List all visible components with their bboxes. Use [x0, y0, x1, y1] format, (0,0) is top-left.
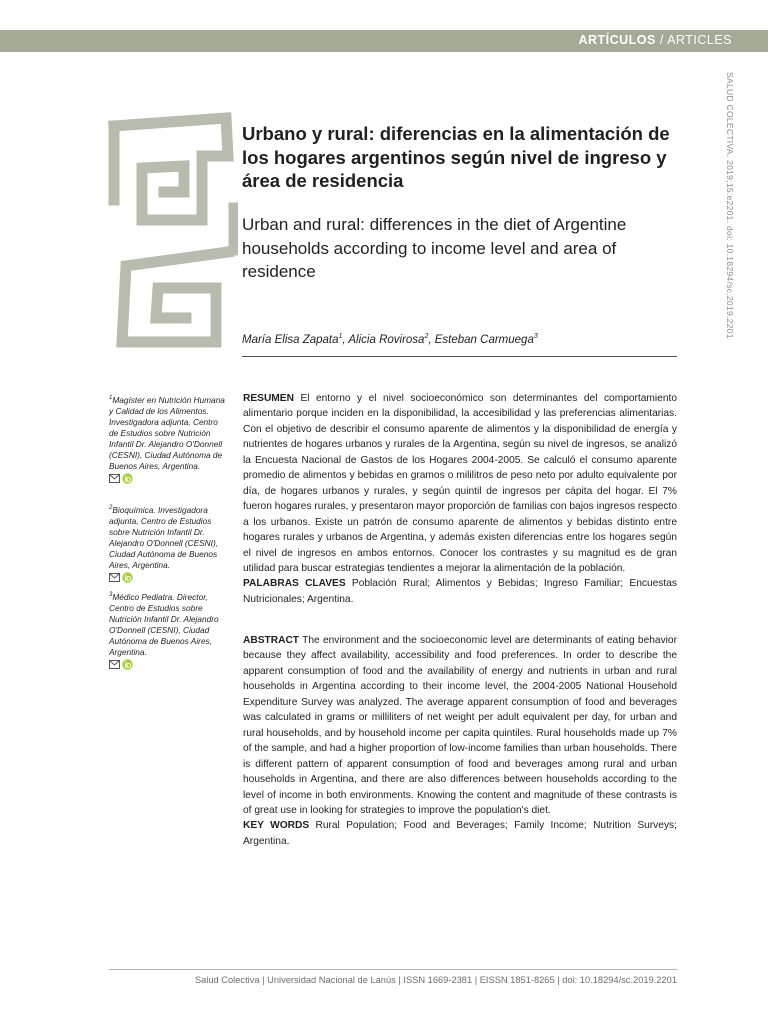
affiliation-2-sup: 2	[109, 505, 113, 511]
abstract-text: The environment and the socioeconomic level are determinants of eating behavior because they affect availability, accessibility and food preferences. In order to describe the apparent consumption of food and the availability of energy and nutrients in urban and rural households in Argentina according to their income level, the 2004-2005 National Household Expenditure Survey was analyzed. The average apparent consumption of food and beverages was calculated in grams or milliliters of net weight per adult equivalent per day, for urban and rural households, and by household income per capita quintiles. Rural households made up 7% of the sample, and had a higher proportion of low-income families than urban households. There is different pattern of apparent consumption of food and beverages among rural and urban households in Argentina, and there are also differences between households according to the level of income in both environments. Knowing the content and magnitude of these contrasts is of great use in looking for strategies to improve the population's diet.	[243, 635, 677, 816]
article-title-en: Urban and rural: differences in the diet of Argentine households according to income level and area of residence	[242, 215, 627, 281]
section-separator: /	[655, 33, 668, 47]
key-words-label: KEY WORDS	[243, 820, 310, 832]
section-header-bar	[0, 30, 768, 52]
email-icon[interactable]	[109, 474, 120, 483]
affiliation-1-text: Magíster en Nutrición Humana y Calidad de los Alimentos. Investigadora adjunta, Centro de Estudios sobre Nutrición Infantil Dr. Alejandro O'Donnell (CESNI), Ciudad Autónoma de Buenos Aires, Argentina.	[109, 394, 225, 472]
resumen-text: El entorno y el nivel socioeconómico son determinantes del comportamiento alimentario porque inciden en la disponibilidad, la accesibilidad y las preferencias alimentarias. Con el objetivo de describir el consumo aparente de alimentos y la disponibilidad de energía y nutrientes de hogares urbanos y rurales de la Argentina, según su nivel de ingresos, se analizó la Encuesta Nacional de Gastos de los Hogares 2004-2005. Se calculó el consumo aparente promedio de alimentos y bebidas en gramos o mililitros de peso neto por adulto equivalente por día, de hogares urbanos y rurales, y según quintil de ingresos per cápita del hogar. El 7% fueron hogares rurales, y presentaron mayor proporción de familias con bajos ingresos respecto a los urbanos. Existe un patrón de consumo aparente de alimentos y bebidas distinto entre hogares rurales y urbanos de Argentina, y además existen diferencias entre los hogares según el nivel de ingresos en ambos entornos. Conocer los contrastes y su magnitud es de gran utilidad para buscar estrategias tendientes a mejorar la alimentación de la población.	[243, 393, 677, 574]
author-1-sup: 1	[338, 333, 343, 340]
orcid-icon[interactable]	[122, 659, 133, 670]
abstract-block	[243, 633, 677, 849]
section-label-es: ARTÍCULOS	[578, 33, 656, 47]
orcid-icon[interactable]	[122, 473, 133, 484]
abstract-label: ABSTRACT	[243, 635, 300, 646]
palabras-claves-label: PALABRAS CLAVES	[243, 578, 346, 590]
orcid-icon[interactable]	[122, 572, 133, 583]
resumen-label: RESUMEN	[243, 393, 294, 404]
affiliation-1	[109, 393, 225, 484]
spiral-glyph-logo	[108, 112, 238, 352]
author-separator: ,	[428, 333, 435, 346]
affiliation-3-text: Médico Pediatra. Director, Centro de Estudios sobre Nutrición Infantil Dr. Alejandro O'Donnell (CESNI), Ciudad Autónoma de Buenos Aires, Argentina.	[109, 591, 219, 658]
affiliation-2-text: Bioquímica. Investigadora adjunta, Centro de Estudios sobre Nutrición Infantil Dr. Alejandro O'Donnell (CESNI), Ciudad Autónoma de Buenos Aires, Argentina.	[109, 504, 219, 571]
section-label-en: ARTICLES	[667, 33, 732, 47]
page-footer: Salud Colectiva | Universidad Nacional de Lanús | ISSN 1669-2381 | EISSN 1851-8265 | doi: 10.18294/sc.2019.2201	[194, 975, 677, 985]
author-2-sup: 2	[424, 333, 429, 340]
section-label	[578, 33, 732, 47]
authors-line	[242, 333, 538, 346]
author-1[interactable]: María Elisa Zapata	[242, 333, 339, 346]
email-icon[interactable]	[109, 573, 120, 582]
author-separator: ,	[342, 333, 349, 346]
affiliation-3-sup: 3	[109, 592, 113, 598]
affiliation-3	[109, 590, 225, 670]
author-3-sup: 3	[533, 333, 538, 340]
resumen-block	[243, 391, 677, 607]
email-icon[interactable]	[109, 660, 120, 669]
affiliation-2	[109, 503, 225, 583]
journal-side-citation	[723, 72, 737, 372]
affiliation-1-sup: 1	[109, 395, 113, 401]
key-words-text: Rural Population; Food and Beverages; Family Income; Nutrition Surveys; Argentina.	[243, 820, 677, 847]
footer-divider	[109, 969, 677, 970]
article-title-es: Urbano y rural: diferencias en la alimentación de los hogares argentinos según nivel de ingreso y área de residencia	[242, 123, 670, 191]
side-citation-text: SALUD COLECTIVA. 2019;15:e2201. doi: 10.18294/sc.2019.2201	[725, 72, 735, 339]
title-divider	[242, 356, 677, 357]
author-3[interactable]: Esteban Carmuega	[434, 333, 534, 346]
author-2[interactable]: Alicia Rovirosa	[348, 333, 425, 346]
palabras-claves-text: Población Rural; Alimentos y Bebidas; Ingreso Familiar; Encuestas Nutricionales; Argentina.	[243, 578, 677, 605]
